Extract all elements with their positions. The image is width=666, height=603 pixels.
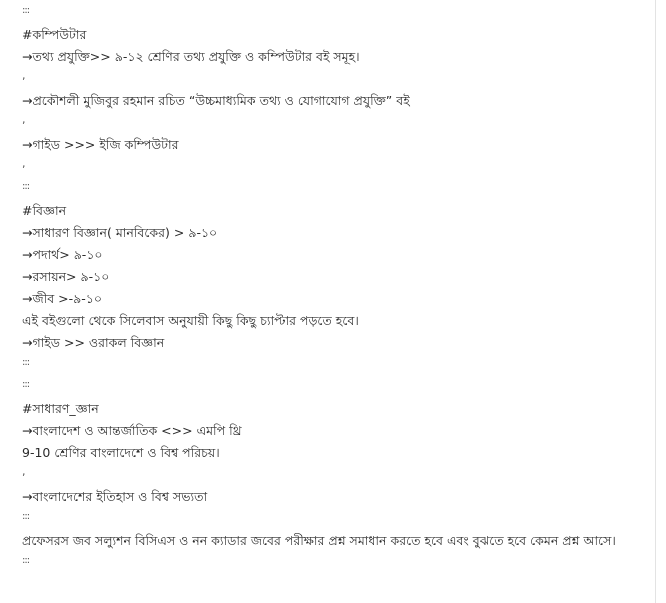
list-item: →বাংলাদেশ ও আন্তর্জাতিক <>> এমপি থ্রি	[22, 423, 242, 438]
separator: :::	[22, 555, 30, 566]
separator: :::	[22, 379, 30, 390]
list-item: →পদার্থ> ৯-১০	[22, 247, 103, 262]
separator: :::	[22, 511, 30, 522]
comma-mark: ,	[22, 157, 26, 170]
list-item: →প্রকৌশলী মুজিবুর রহমান রচিত “উচ্চমাধ্যমিক তথ্য ও যোগাযোগ প্রযুক্তি” বই	[22, 93, 410, 108]
comma-mark: ,	[22, 69, 26, 82]
section-heading-general-knowledge: #সাধারণ_জ্ঞান	[22, 401, 99, 416]
list-item: →গাইড >>> ইজি কম্পিউটার	[22, 137, 179, 152]
section-heading-computer: #কম্পিউটার	[22, 27, 87, 42]
list-item: →জীব >-৯-১০	[22, 291, 103, 306]
list-item: →তথ্য প্রযুক্তি>> ৯-১২ শ্রেণির তথ্য প্রযুক্তি ও কম্পিউটার বই সমূহ।	[22, 49, 360, 64]
comma-mark: ,	[22, 113, 26, 126]
separator: :::	[22, 5, 30, 16]
separator: :::	[22, 181, 30, 192]
paragraph: প্রফেসরস জব সল্যুশন বিসিএস ও নন ক্যাডার জবের পরীক্ষার প্রশ্ন সমাধান করতে হবে এবং বুঝতে হবে কেমন প্রশ্ন আসে।	[22, 533, 616, 548]
comma-mark: ,	[22, 465, 26, 478]
paragraph: এই বইগুলো থেকে সিলেবাস অনুযায়ী কিছু কিছু চ্যাপ্টার পড়তে হবে।	[22, 313, 359, 328]
list-item: →গাইড >> ওরাকল বিজ্ঞান	[22, 335, 165, 350]
list-item: →রসায়ন> ৯-১০	[22, 269, 110, 284]
list-item: →বাংলাদেশের ইতিহাস ও বিশ্ব সভ্যতা	[22, 489, 208, 504]
separator: :::	[22, 357, 30, 368]
paragraph: 9-10 শ্রেণির বাংলাদেশে ও বিশ্ব পরিচয়।	[22, 445, 220, 460]
section-heading-science: #বিজ্ঞান	[22, 203, 67, 218]
list-item: →সাধারণ বিজ্ঞান( মানবিকের) > ৯-১০	[22, 225, 218, 240]
